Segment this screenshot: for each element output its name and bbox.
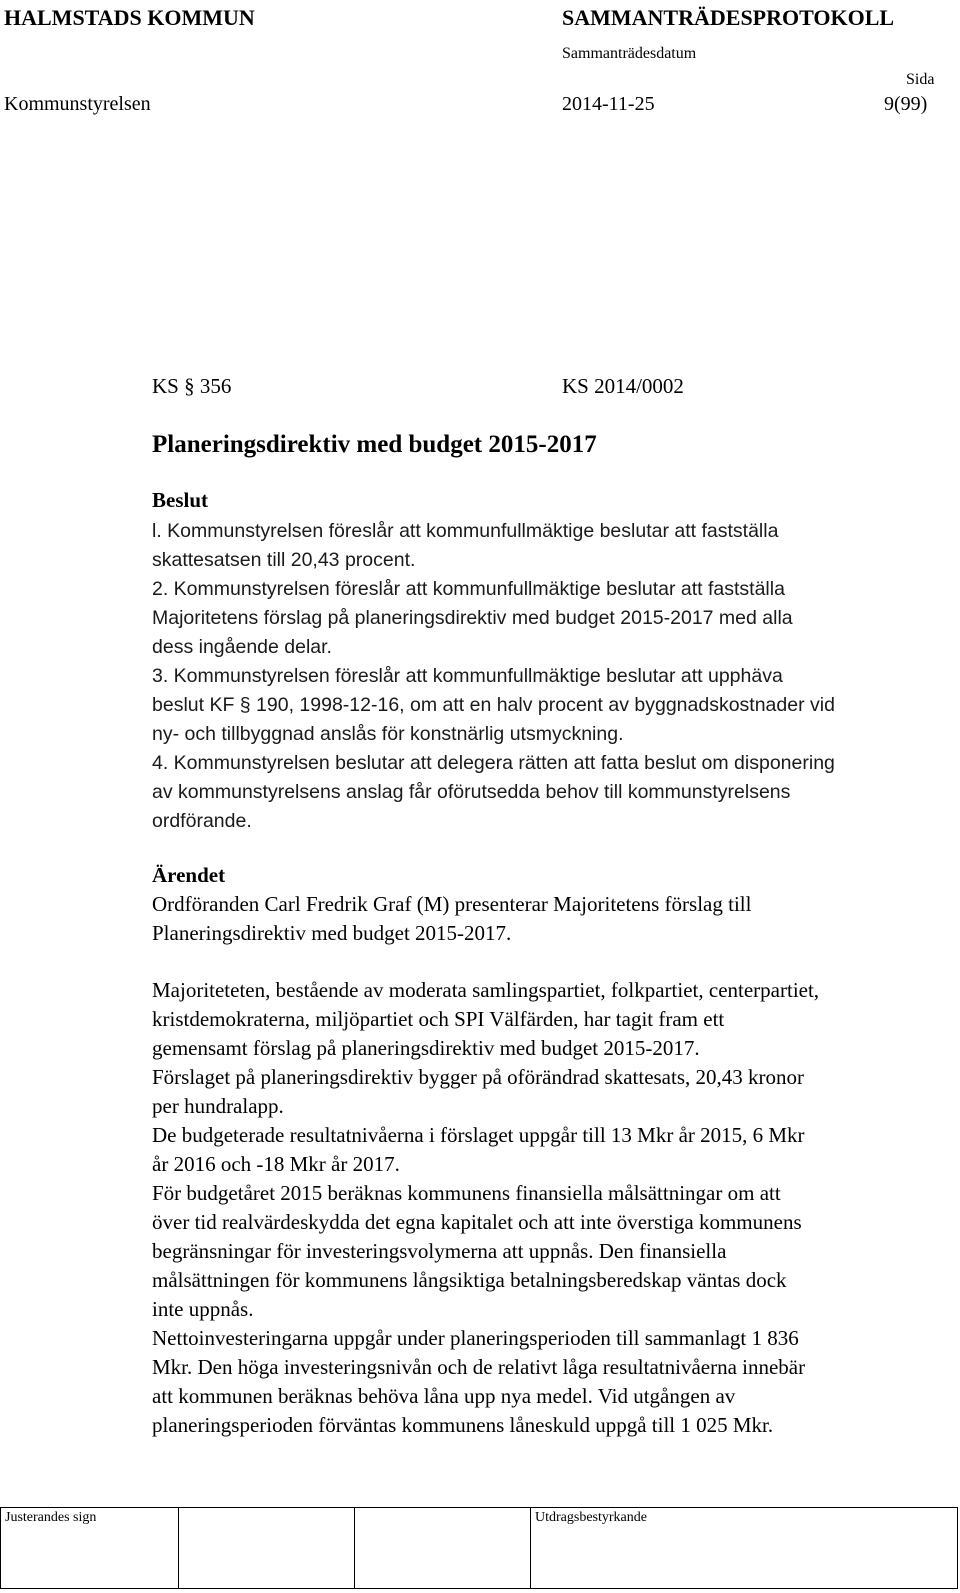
arendet-body-line: per hundralapp. bbox=[152, 1094, 284, 1118]
beslut-line: 4. Kommunstyrelsen beslutar att delegera rätten att fatta beslut om disponering bbox=[152, 752, 835, 774]
arendet-intro-line: Ordföranden Carl Fredrik Graf (M) presenterar Majoritetens förslag till bbox=[152, 892, 752, 916]
utdragsbestyrkande-cell bbox=[531, 1508, 958, 1589]
meeting-date: 2014-11-25 bbox=[562, 93, 655, 115]
org-name: HALMSTADS KOMMUN bbox=[4, 5, 255, 30]
arendet-body-line: målsättningen för kommunens långsiktiga betalningsberedskap väntas dock bbox=[152, 1268, 787, 1292]
page-label: Sida bbox=[906, 71, 935, 88]
signature-table bbox=[0, 1507, 958, 1589]
beslut-line: ny- och tillbyggnad anslås för konstnärlig utsmyckning. bbox=[152, 723, 624, 745]
beslut-line: beslut KF § 190, 1998-12-16, om att en halv procent av byggnadskostnader vid bbox=[152, 694, 835, 716]
beslut-line: av kommunstyrelsens anslag får oförutsedda behov till kommunstyrelsens bbox=[152, 781, 791, 803]
arendet-body bbox=[152, 976, 952, 1440]
arendet-body-line: Mkr. Den höga investeringsnivån och de relativt låga resultatnivåerna innebär bbox=[152, 1355, 806, 1379]
arendet-body-line: gemensamt förslag på planeringsdirektiv med budget 2015-2017. bbox=[152, 1036, 700, 1060]
case-title: Planeringsdirektiv med budget 2015-2017 bbox=[152, 431, 597, 458]
beslut-line: l. Kommunstyrelsen föreslår att kommunfullmäktige beslutar att fastställa bbox=[152, 520, 779, 542]
page-number: 9(99) bbox=[884, 93, 928, 115]
arendet-body-line: De budgeterade resultatnivåerna i förslaget uppgår till 13 Mkr år 2015, 6 Mkr bbox=[152, 1123, 805, 1147]
arendet-body-line: Majoriteteten, bestående av moderata samlingspartiet, folkpartiet, centerpartiet, bbox=[152, 978, 820, 1002]
signature-cell bbox=[355, 1508, 531, 1589]
doc-type: SAMMANTRÄDESPROTOKOLL bbox=[562, 5, 895, 30]
arendet-intro-line: Planeringsdirektiv med budget 2015-2017. bbox=[152, 921, 512, 945]
beslut-line: dess ingående delar. bbox=[152, 636, 332, 658]
arendet-body-line: begränsningar för investeringsvolymerna att uppnås. Den finansiella bbox=[152, 1239, 727, 1263]
case-paragraph-number: KS § 356 bbox=[152, 374, 232, 398]
beslut-line: 3. Kommunstyrelsen föreslår att kommunfullmäktige beslutar att upphäva bbox=[152, 665, 783, 687]
utdragsbestyrkande-label: Utdragsbestyrkande bbox=[535, 1510, 647, 1525]
beslut-heading: Beslut bbox=[152, 488, 209, 512]
arendet-body-line: Förslaget på planeringsdirektiv bygger på oförändrad skattesats, 20,43 kronor bbox=[152, 1065, 804, 1089]
beslut-line: Majoritetens förslag på planeringsdirektiv med budget 2015-2017 med alla bbox=[152, 607, 793, 629]
case-diary-number: KS 2014/0002 bbox=[562, 374, 684, 398]
arendet-body-line: år 2016 och -18 Mkr år 2017. bbox=[152, 1152, 400, 1176]
arendet-body-line: kristdemokraterna, miljöpartiet och SPI Välfärden, har tagit fram ett bbox=[152, 1007, 725, 1031]
arendet-body-line: över tid realvärdeskydda det egna kapitalet och att inte överstiga kommunens bbox=[152, 1210, 802, 1234]
arendet-body-line: Nettoinvesteringarna uppgår under planeringsperioden till sammanlagt 1 836 bbox=[152, 1326, 799, 1350]
arendet-body-line: inte uppnås. bbox=[152, 1297, 254, 1321]
beslut-line: 2. Kommunstyrelsen föreslår att kommunfullmäktige beslutar att fastställa bbox=[152, 578, 785, 600]
arendet-body-line: planeringsperioden förväntas kommunens låneskuld uppgå till 1 025 Mkr. bbox=[152, 1413, 774, 1437]
signature-cell bbox=[179, 1508, 355, 1589]
beslut-section bbox=[152, 517, 952, 836]
arendet-body-line: För budgetåret 2015 beräknas kommunens finansiella målsättningar om att bbox=[152, 1181, 781, 1205]
date-label: Sammanträdesdatum bbox=[562, 45, 697, 62]
arendet-heading: Ärendet bbox=[152, 863, 226, 887]
arendet-body-line: att kommunen beräknas behöva låna upp nya medel. Vid utgången av bbox=[152, 1384, 736, 1408]
justerandes-sign-cell bbox=[1, 1508, 179, 1589]
justerandes-sign-label: Justerandes sign bbox=[5, 1510, 97, 1525]
beslut-line: ordförande. bbox=[152, 810, 252, 832]
beslut-line: skattesatsen till 20,43 procent. bbox=[152, 549, 416, 571]
arendet-intro bbox=[152, 890, 952, 948]
body-name: Kommunstyrelsen bbox=[4, 93, 151, 115]
